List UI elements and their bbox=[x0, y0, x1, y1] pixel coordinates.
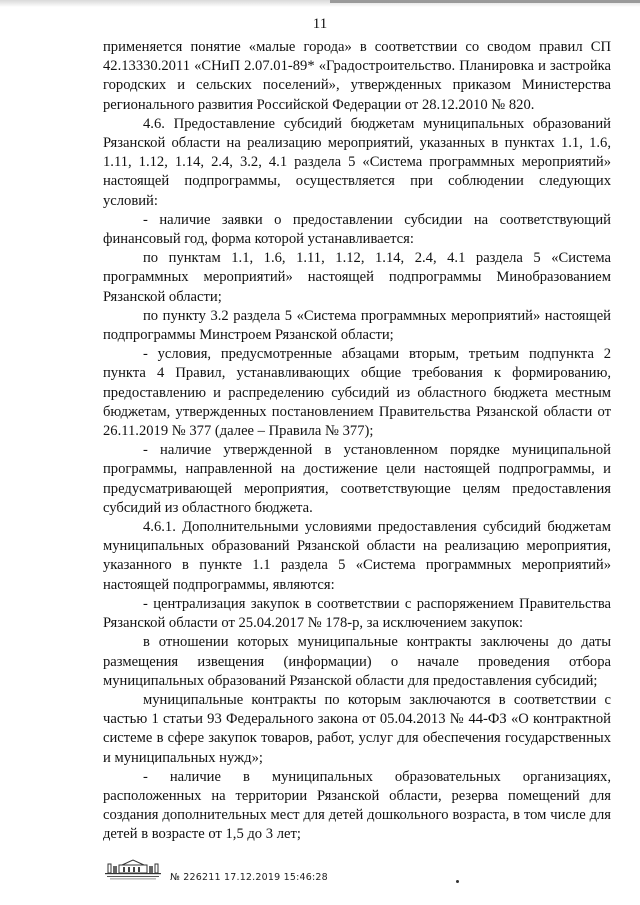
document-body bbox=[103, 38, 611, 845]
paragraph: - условия, предусмотренные абзацами вторым, третьим подпункта 2 пункта 4 Правил, устанавливающих общие требования к формированию, предоставлению и распределению субсидий из областного бюджета местным бюджетам, утвержденных постановлением Правительства Рязанской области от 26.11.2019 № 377 (далее – Правила № 377); bbox=[103, 346, 611, 440]
paragraph: по пункту 3.2 раздела 5 «Система программных мероприятий» настоящей подпрограммы Минстроем Рязанской области; bbox=[103, 307, 611, 344]
paragraph: 4.6.1. Дополнительными условиями предоставления субсидий бюджетам муниципальных образований Рязанской области на реализацию мероприятия, указанного в пункте 1.1 раздела 5 «Система программных мероприятий» настоящей подпрограммы, являются: bbox=[103, 519, 611, 593]
document-registration-code: № 226211 17.12.2019 15:46:28 bbox=[170, 872, 328, 883]
paragraph: - наличие в муниципальных образовательных организациях, расположенных на территории Рязанской области, резерва помещений для создания дополнительных мест для детей дошкольного возраста, в том числе для детей в возрасте от 1,5 до 3 лет; bbox=[103, 768, 611, 843]
paragraph: - централизация закупок в соответствии с распоряжением Правительства Рязанской области от 25.04.2017 № 178-р, за исключением закупок: bbox=[103, 595, 611, 632]
paragraph: муниципальные контракты по которым заключаются в соответствии с частью 1 статьи 93 Федерального закона от 05.04.2013 № 44-ФЗ «О контрактной системе в сфере закупок товаров, работ, услуг для обеспечения государственных и муниципальных нужд»; bbox=[103, 691, 611, 766]
scan-top-edge bbox=[0, 0, 640, 7]
paragraph: применяется понятие «малые города» в соответствии со сводом правил СП 42.13330.2011 «СНиП 2.07.01-89* «Градостроительство. Планировка и застройка городских и сельских поселений», утвержденных приказом Министерства регионального развития Российской Федерации от 28.12.2010 № 820. bbox=[103, 39, 611, 113]
paragraph: в отношении которых муниципальные контракты заключены до даты размещения извещения (информации) о начале проведения отбора муниципальных образований Рязанской области для предоставления субсидий; bbox=[103, 634, 611, 689]
government-seal-icon bbox=[104, 859, 162, 881]
paragraph: - наличие заявки о предоставлении субсидии на соответствующий финансовый год, форма которой устанавливается: bbox=[103, 211, 611, 248]
page-number: 11 bbox=[312, 16, 328, 32]
paragraph: - наличие утвержденной в установленном порядке муниципальной программы, направленной на достижение цели настоящей подпрограммы, и предусматривающей мероприятия, соответствующие целям предоставления субсидий из областного бюджета. bbox=[103, 442, 611, 516]
paragraph: 4.6. Предоставление субсидий бюджетам муниципальных образований Рязанской области на реализацию мероприятий, указанных в пунктах 1.1, 1.6, 1.11, 1.12, 1.14, 2.4, 3.2, 4.1 раздела 5 «Система программных мероприятий» настоящей подпрограммы, осуществляется при соблюдении следующих условий: bbox=[103, 115, 611, 209]
scan-artifact bbox=[456, 880, 459, 883]
paragraph: по пунктам 1.1, 1.6, 1.11, 1.12, 1.14, 2.4, 4.1 раздела 5 «Система программных мероприятий» настоящей подпрограммы Минобразованием Рязанской области; bbox=[103, 250, 611, 305]
